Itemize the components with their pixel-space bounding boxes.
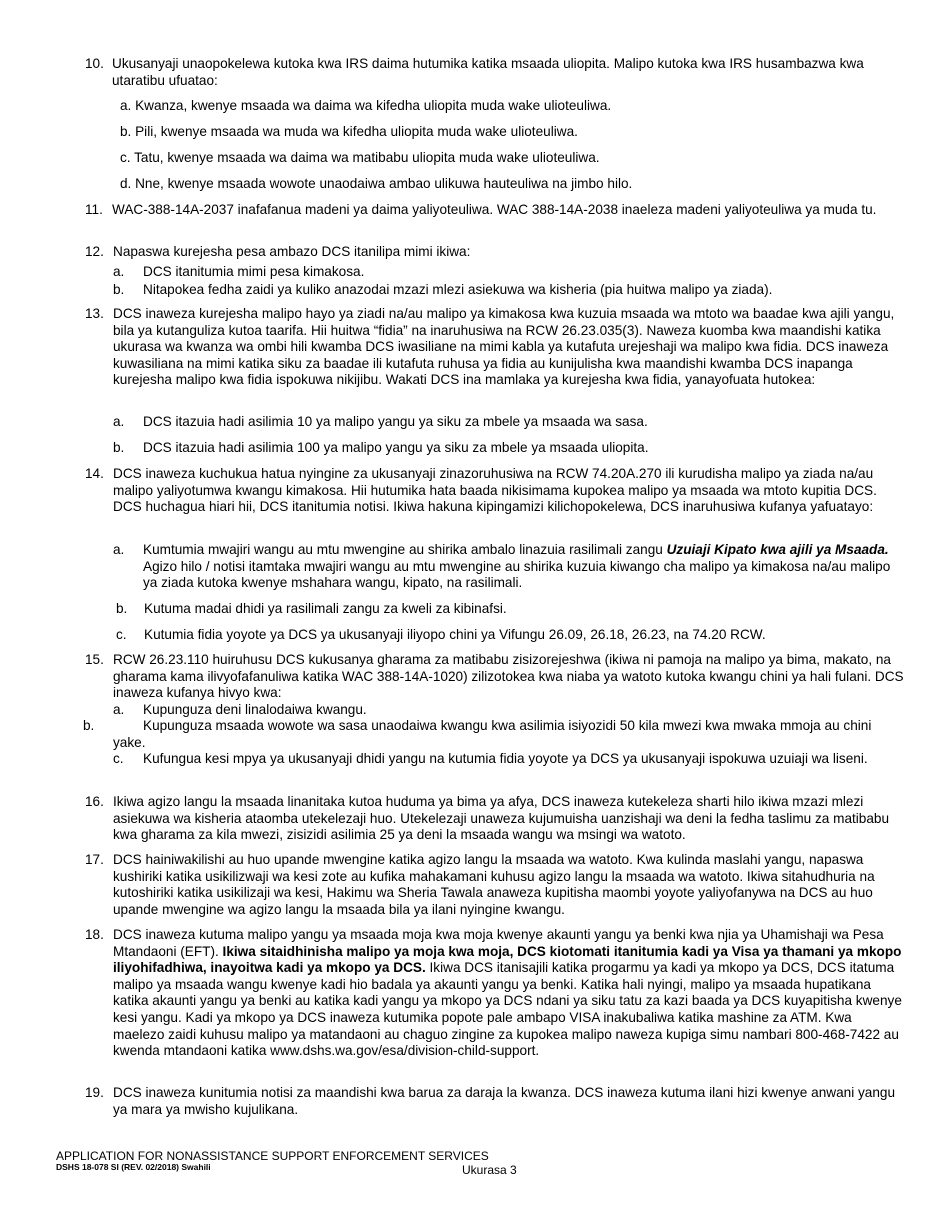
sub-text: DCS itazuia hadi asilimia 10 ya malipo yangu ya siku za mbele ya msaada wa sasa. — [143, 414, 648, 429]
sub-text: Kufungua kesi mpya ya ukusanyaji dhidi yangu na kutumia fidia yoyote ya DCS ya ukusanyaji ispokuwa uzuiaji wa liseni. — [143, 751, 868, 766]
item-13 — [85, 306, 905, 406]
sub-text — [143, 542, 903, 592]
item-text: Ikiwa agizo langu la msaada linanitaka kutoa huduma ya bima ya afya, DCS inaweza kutekeleza sharti hilo ikiwa mzazi mlezi asiekuwa wa kisheria ataomba utekelezaji huo. Utekelezaji unaweza kujumuisha uanzishaji wa deni la fedha taslimu za matibabu kwa gharama za kila mwezi, zisizidi asilimia 25 ya deni la msaada wangu wa msingi wa watoto. — [113, 794, 890, 843]
sub-label: b. — [116, 601, 128, 616]
item-15-sub-c — [113, 751, 903, 785]
item-text-post: Ikiwa DCS itanisajili katika progarmu ya kadi ya mkopo ya DCS, DCS itatuma malipo ya msaada wangu kwenye kadi hio badala ya akaunti yangu ya benki. Katika hali nyingi, malipo ya msaada hupatikana katika akaunti yangu ya benki au katika kadi yangu ya mkopo ya DCS ndani ya siku tatu za kazi baada ya DCS kuyapitisha kwenye kesi yangu. Kadi ya mkopo ya DCS inaweza kutumika popote pale ambapo VISA inakubaliwa katika mashine za ATM. Kwa maelezo zaidi kuhusu malipo ya matandaoni au chaguo zingine za kupokea malipo naweza kupiga simu nambari 800-468-7422 au kwenda mtandaoni katika www.dshs.wa.gov/esa/division-child-support. — [113, 960, 902, 1059]
item-number: 16. — [85, 794, 104, 809]
sub-label: b. — [113, 440, 125, 455]
item-text-pre: DCS inaweza kutuma malipo yangu ya msaada moja kwa moja kwenye akaunti yangu ya benki kwa njia ya Uhamishaji wa Pesa Mtandaoni (EFT). — [113, 927, 884, 959]
sub-text: DCS itanitumia mimi pesa kimakosa. — [143, 264, 365, 279]
sub-text: Kupunguza msaada wowote wa sasa unaodaiwa kwangu kwa asilimia isiyozidi 50 kila mwezi kwa mwaka mmoja au chini yake. — [113, 718, 872, 750]
item-number: 10. — [85, 56, 104, 71]
item-15-sub-b — [83, 718, 903, 752]
item-number: 11. — [85, 202, 103, 217]
sub-label: c. — [116, 627, 127, 642]
item-text-emphasis: Ikiwa sitaidhinisha malipo ya moja kwa moja, DCS kiotomati itanitumia kadi ya Visa ya thamani ya mkopo iliyohifadhiwa, inayoitwa kadi ya mkopo ya DCS. — [113, 943, 902, 976]
item-number: 18. — [85, 927, 104, 942]
item-text: DCS hainiwakilishi au huo upande mwengine katika agizo langu la msaada wa watoto. Kwa kulinda maslahi yangu, napaswa kushiriki katika usikilizwaji wa kesi zote au kufika mahakamani kuhusu agizo langu la msaada wa watoto. Ikiwa sitahudhuria na kutoshiriki katika usikilizaji wa kesi, Hakimu wa Sheria Tawala anaweza kupitisha maombi yoyote yaliyofanywa na DCS au huo upande mwengine wa agizo langu la msaada bila ya ilani nyingine kwangu. — [113, 852, 875, 917]
footer-title: APPLICATION FOR NONASSISTANCE SUPPORT ENFORCEMENT SERVICES — [56, 1149, 489, 1163]
item-number: 15. — [85, 652, 104, 667]
item-17 — [85, 852, 905, 919]
item-number: 13. — [85, 306, 104, 321]
item-14 — [85, 466, 905, 533]
item-text: DCS inaweza kunitumia notisi za maandishi kwa barua za daraja la kwanza. DCS inaweza kutuma ilani hizi kwenye anwani yangu ya mara ya mwisho kujulikana. — [113, 1085, 896, 1117]
sub-label: a. — [113, 414, 125, 429]
sub-label: a. — [113, 264, 125, 279]
item-15 — [85, 652, 905, 702]
item-10-sub-b: b. Pili, kwenye msaada wa muda wa kifedha uliopita muda wake ulioteuliwa. — [120, 124, 578, 139]
sub-text-pre: Kumtumia mwajiri wangu au mtu mwengine au shirika ambalo linazuia rasilimali zangu — [143, 542, 667, 557]
sub-text: Nitapokea fedha zaidi ya kuliko anazodai mzazi mlezi asiekuwa wa kisheria (pia huitwa malipo ya ziada). — [143, 282, 773, 297]
item-text: Ukusanyaji unaopokelewa kutoka kwa IRS daima hutumika katika msaada uliopita. Malipo kutoka kwa IRS husambazwa kwa utaratibu ufuatao: — [112, 56, 864, 88]
sub-text-post: Agizo hilo / notisi itamtaka mwajiri wangu au mtu mwengine au shirika kuzuia kiwango cha malipo ya kimakosa na/au malipo ya ziada kutoka kwenye mshahara wangu, kipato, na rasilimali. — [143, 558, 891, 591]
sub-label: b. — [83, 718, 95, 733]
sub-text: Kutuma madai dhidi ya rasilimali zangu za kweli za kibinafsi. — [144, 601, 507, 616]
item-number: 12. — [85, 244, 104, 259]
item-text: DCS inaweza kurejesha malipo hayo ya ziadi na/au malipo ya kimakosa kwa kuzuia msaada wa mtoto wa baadae kwa ajili yangu, bila ya kutanguliza kutoa taarifa. Hii huitwa “fidia” na inaruhusiwa na RCW 26.23.035(3). Naweza kuomba kwa maandishi katika ukurasa wa kwanza wa ombi hili kwamba DCS iwasiliane na mimi kabla ya kutafuta urejeshaji wa malipo kwa fidia. DCS inaweza kuwasiliana na mimi katika siku za baadae ili kutafuta ruhusa ya fidia au kunijulisha kwa maandishi kwamba DCS inapanga kurejesha malipo kwa fidia ispokuwa nikijibu. Wakati DCS ina mamlaka ya kurejesha kwa fidia, yanayofuata hutokea: — [113, 306, 895, 388]
item-text: DCS inaweza kuchukua hatua nyingine za ukusanyaji zinazoruhusiwa na RCW 74.20A.270 ili kurudisha malipo ya ziada na/au malipo yaliyotumwa kwangu kimakosa. Hii hutumika hata baada nikisimama kupokea malipo ya msaada wa mtoto kupitia DCS. DCS huchagua hiari hii, DCS itanitumia notisi. Ikiwa hakuna kipingamizi kilichopokelewa, DCS inaruhusiwa kufanya yafuatayo: — [113, 466, 877, 515]
sub-label: a. — [113, 702, 125, 717]
sub-label: a. — [113, 542, 125, 557]
item-text — [113, 927, 905, 1060]
item-text: WAC-388-14A-2037 inafafanua madeni ya daima yaliyoteuliwa. WAC 388-14A-2038 inaeleza madeni yaliyoteuliwa ya muda tu. — [112, 202, 877, 217]
item-number: 14. — [85, 466, 104, 481]
item-number: 19. — [85, 1085, 104, 1100]
item-10-sub-d: d. Nne, kwenye msaada wowote unaodaiwa ambao ulikuwa hauteuliwa na jimbo hilo. — [120, 176, 633, 191]
sub-label: b. — [113, 282, 125, 297]
sub-text: Kutumia fidia yoyote ya DCS ya ukusanyaji iliyopo chini ya Vifungu 26.09, 26.18, 26.23, na 74.20 RCW. — [144, 627, 766, 642]
item-19 — [85, 1085, 905, 1119]
sub-text-emphasis: Uzuiaji Kipato kwa ajili ya Msaada. — [666, 542, 889, 557]
item-12 — [85, 244, 905, 261]
item-number: 17. — [85, 852, 104, 867]
footer-page-number: Ukurasa 3 — [462, 1163, 517, 1177]
item-text: RCW 26.23.110 huiruhusu DCS kukusanya gharama za matibabu zisizorejeshwa (ikiwa ni pamoja na malipo ya bima, makato, na gharama kama ilivyofafanuliwa katika WAC 388-14A-1020) zilizotokea kwa niaba ya watoto kutoka kwangu chini ya hali fulani. DCS inaweza kufanya hivyo kwa: — [113, 652, 904, 701]
item-18 — [85, 927, 905, 1077]
sub-label: c. — [113, 751, 124, 766]
item-10-sub-c: c. Tatu, kwenye msaada wa daima wa matibabu uliopita muda wake ulioteuliwa. — [120, 150, 600, 165]
item-10-sub-a: a. Kwanza, kwenye msaada wa daima wa kifedha uliopita muda wake ulioteuliwa. — [120, 98, 612, 113]
footer-form-number: DSHS 18-078 SI (REV. 02/2018) Swahili — [56, 1162, 211, 1172]
item-11 — [85, 202, 905, 236]
sub-text: DCS itazuia hadi asilimia 100 ya malipo yangu ya siku za mbele ya msaada uliopita. — [143, 440, 649, 455]
sub-text: Kupunguza deni linalodaiwa kwangu. — [143, 702, 367, 717]
item-10 — [85, 56, 905, 90]
item-14-sub-a — [113, 542, 903, 594]
item-16 — [85, 794, 905, 844]
item-text: Napaswa kurejesha pesa ambazo DCS itanilipa mimi ikiwa: — [113, 244, 471, 259]
